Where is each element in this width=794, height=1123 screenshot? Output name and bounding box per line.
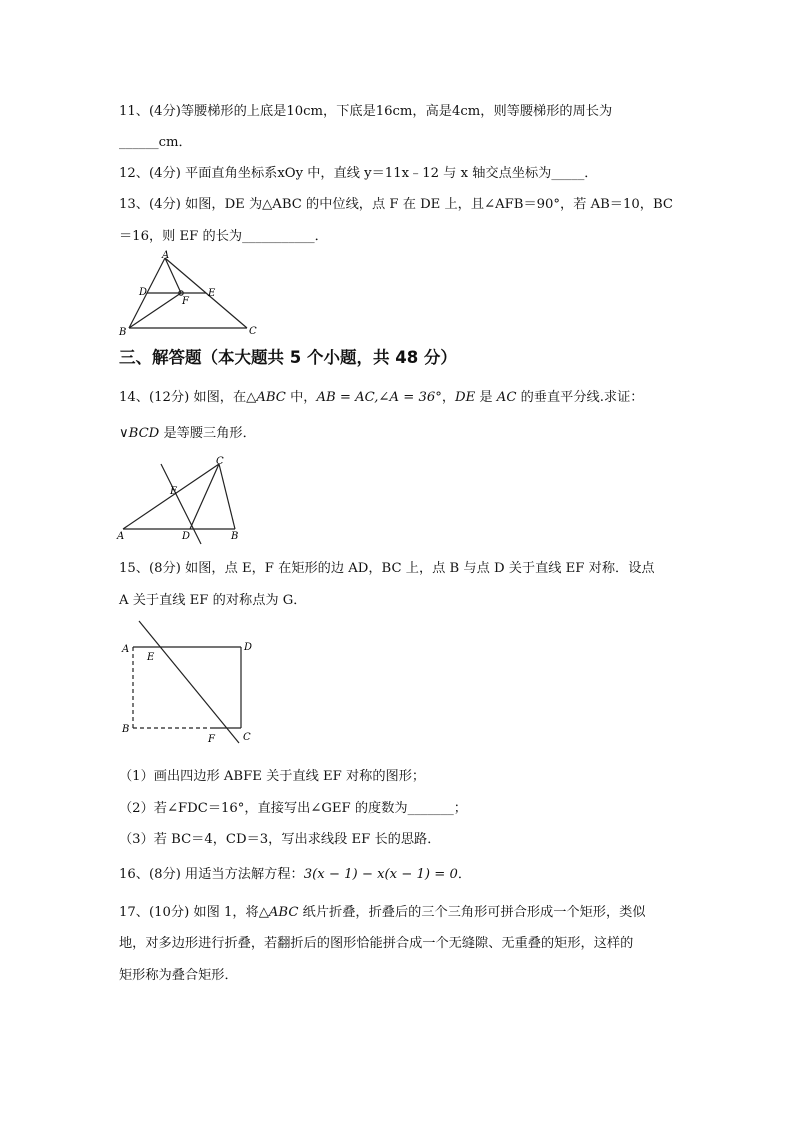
q15-line-EF — [139, 621, 239, 743]
q14-line1 — [119, 389, 644, 407]
q16-suffix: ． — [457, 867, 472, 882]
q13-label-A: A — [162, 250, 170, 261]
q17-suffix: 纸片折叠，折叠后的三个三角形可拼合形成一个矩形，类似 — [298, 905, 646, 920]
q15-label-E: E — [147, 652, 155, 663]
q13-triangle-figure — [115, 250, 265, 336]
q15-label-F: F — [208, 734, 215, 745]
q14-ac: AC — [496, 390, 517, 405]
q13-label-B: B — [119, 327, 127, 336]
q17-triangle: △ABC — [258, 905, 299, 920]
q13-segment-BF — [129, 293, 181, 328]
q14-label-A: A — [117, 531, 125, 542]
q15-sub2: （2）若∠FDC＝16°，直接写出∠GEF 的度数为_______； — [119, 801, 467, 816]
q17-line1 — [119, 904, 646, 922]
q15-line1: 15、(8分) 如图，点 E，F 在矩形的边 AD，BC 上，点 B 与点 D 关于直线 EF 对称．设点 — [119, 561, 655, 576]
q13-label-D: D — [139, 287, 148, 298]
q16-line — [119, 866, 471, 884]
q16-prefix: 16、(8分) 用适当方法解方程： — [119, 867, 304, 882]
q15-sub3: （3）若 BC＝4，CD＝3，写出求线段 EF 长的思路． — [119, 832, 441, 847]
q14-label-D: D — [182, 531, 191, 542]
q15-line2: A 关于直线 EF 的对称点为 G． — [119, 593, 307, 608]
q14-condition: AB = AC,∠A = 36° — [316, 390, 442, 405]
q14-label-E: E — [170, 486, 178, 497]
q14-de: DE — [455, 390, 476, 405]
q11-line1: 11、(4分)等腰梯形的上底是10cm，下底是16cm，高是4cm，则等腰梯形的周长为 — [119, 104, 613, 119]
q14-triangle: △ABC — [246, 390, 286, 405]
q13-label-E: E — [208, 288, 216, 299]
q14-label-B: B — [231, 531, 239, 542]
q14-line2 — [119, 425, 256, 443]
q14-triangle-figure — [115, 454, 250, 549]
q14-mid2: ， — [441, 390, 456, 405]
q12-line1: 12、(4分) 平面直角坐标系xOy 中，直线 y＝11x﹣12 与 x 轴交点坐标为_____． — [119, 166, 598, 181]
section3-heading: 三、解答题（本大题共 5 个小题，共 48 分） — [119, 348, 457, 367]
q14-line2-math: ∨BCD — [119, 426, 160, 441]
q15-label-B: B — [122, 724, 130, 735]
q15-label-A: A — [122, 644, 130, 655]
q13-line2: ＝16，则 EF 的长为___________． — [119, 229, 328, 244]
q14-side-BC — [219, 464, 235, 529]
q14-perpendicular-DE — [161, 464, 201, 544]
q15-rectangle-figure — [115, 618, 260, 748]
q13-segment-AF — [165, 258, 181, 293]
q14-mid3: 是 — [475, 390, 497, 405]
q16-equation: 3(x − 1) − x(x − 1) = 0 — [303, 867, 458, 882]
q17-prefix: 17、(10分) 如图 1，将 — [119, 905, 259, 920]
q14-mid1: 中， — [285, 390, 317, 405]
q14-line2-text: 是等腰三角形． — [159, 426, 256, 441]
q15-sub1: （1）画出四边形 ABFE 关于直线 EF 对称的图形； — [119, 769, 426, 784]
q11-line2: ______cm． — [119, 135, 192, 150]
q13-label-F: F — [182, 296, 189, 307]
q14-prefix: 14、(12分) 如图，在 — [119, 390, 247, 405]
q13-line1: 13、(4分) 如图，DE 为△ABC 的中位线，点 F 在 DE 上，且∠AFB＝90°，若 AB＝10，BC — [119, 197, 673, 212]
q17-line3: 矩形称为叠合矩形． — [119, 968, 238, 983]
q13-label-C: C — [249, 326, 257, 336]
q15-label-C: C — [243, 732, 251, 743]
q14-label-C: C — [216, 456, 224, 467]
q17-line2: 地，对多边形进行折叠，若翻折后的图形恰能拼合成一个无缝隙、无重叠的矩形，这样的 — [119, 936, 634, 951]
q15-label-D: D — [244, 642, 253, 653]
q14-suffix: 的垂直平分线.求证： — [516, 390, 644, 405]
